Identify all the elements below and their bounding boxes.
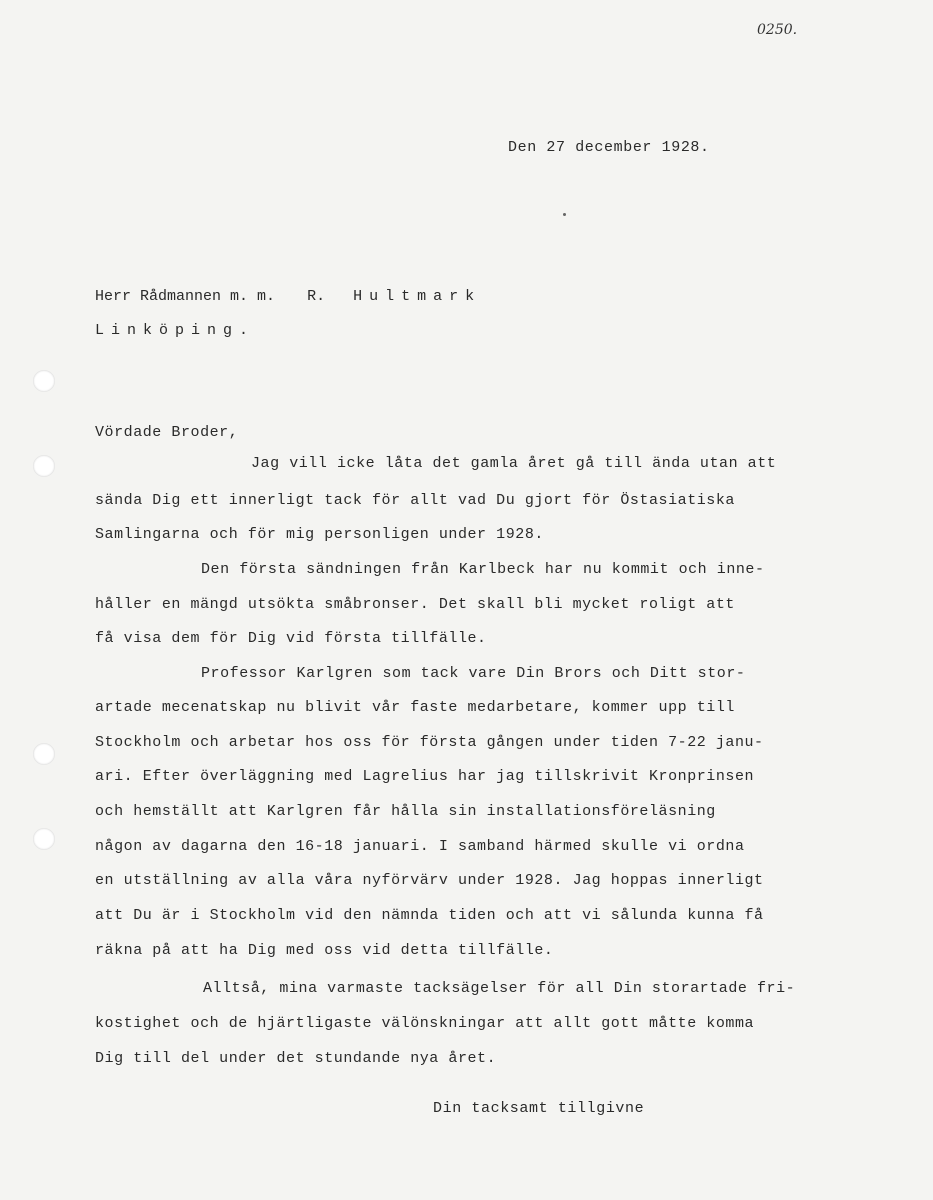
punch-hole xyxy=(33,370,55,392)
body-line: sända Dig ett innerligt tack för allt vad Du gjort för Östasiatiska xyxy=(95,492,735,509)
paper-speck xyxy=(563,213,566,216)
recipient-line xyxy=(95,288,481,305)
punch-hole xyxy=(33,455,55,477)
body-line: Alltså, mina varmaste tacksägelser för all Din storartade fri- xyxy=(203,980,796,997)
archive-number: 0250. xyxy=(757,22,798,38)
body-line: få visa dem för Dig vid första tillfälle. xyxy=(95,630,487,647)
body-line: Den första sändningen från Karlbeck har nu kommit och inne- xyxy=(201,561,765,578)
recipient-city: Linköping. xyxy=(95,322,256,339)
punch-hole xyxy=(33,743,55,765)
body-line: Samlingarna och för mig personligen under 1928. xyxy=(95,526,544,543)
recipient-surname: Hultmark xyxy=(353,288,482,305)
body-line: Jag vill icke låta det gamla året gå till ända utan att xyxy=(251,455,777,472)
body-line: kostighet och de hjärtligaste välönskningar att allt gott måtte komma xyxy=(95,1015,755,1032)
body-line: räkna på att ha Dig med oss vid detta tillfälle. xyxy=(95,942,554,959)
closing: Din tacksamt tillgivne xyxy=(433,1100,645,1117)
body-line: håller en mängd utsökta småbronser. Det skall bli mycket roligt att xyxy=(95,596,735,613)
body-line: att Du är i Stockholm vid den nämnda tiden och att vi sålunda kunna få xyxy=(95,907,764,924)
punch-hole xyxy=(33,828,55,850)
body-line: artade mecenatskap nu blivit vår faste medarbetare, kommer upp till xyxy=(95,699,735,716)
recipient-initial: R. xyxy=(307,288,326,305)
body-line: Professor Karlgren som tack vare Din Brors och Ditt stor- xyxy=(201,665,746,682)
body-line: och hemställt att Karlgren får hålla sin installationsföreläsning xyxy=(95,803,716,820)
body-line: Dig till del under det stundande nya året. xyxy=(95,1050,497,1067)
salutation: Vördade Broder, xyxy=(95,424,239,441)
body-line: någon av dagarna den 16-18 januari. I samband härmed skulle vi ordna xyxy=(95,838,745,855)
body-line: en utställning av alla våra nyförvärv under 1928. Jag hoppas innerligt xyxy=(95,872,764,889)
recipient-title: Herr Rådmannen m. m. xyxy=(95,288,276,305)
date-line: Den 27 december 1928. xyxy=(508,139,710,156)
body-line: Stockholm och arbetar hos oss för första gången under tiden 7-22 janu- xyxy=(95,734,764,751)
body-line: ari. Efter överläggning med Lagrelius har jag tillskrivit Kronprinsen xyxy=(95,768,755,785)
